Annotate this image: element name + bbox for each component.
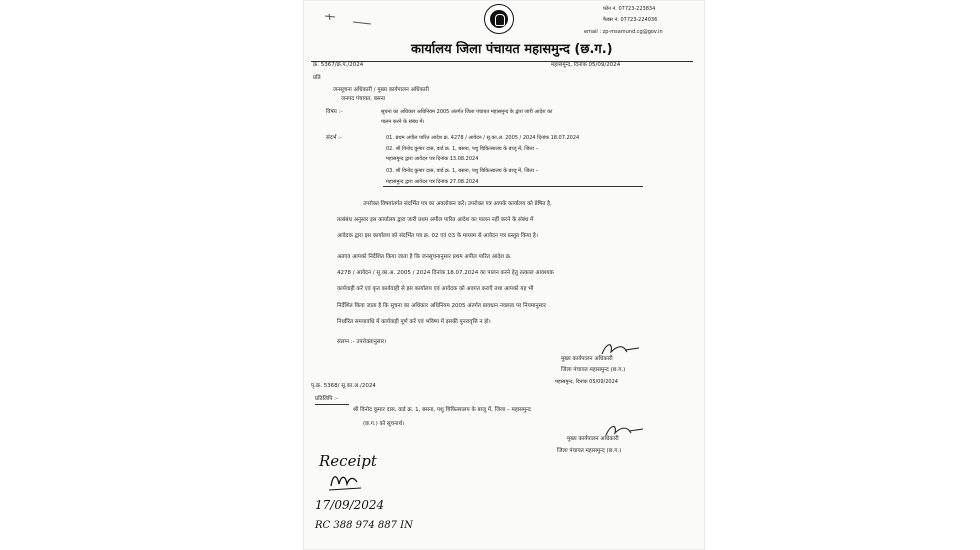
body-line-5: 4278 / आवेदन / सू.का.अ. 2005 / 2024 दिनांक 18.07.2024 का पालन करने हेतु तत्काल आवश्यक [337,270,554,276]
signature-2-designation: मुख्य कार्यपालन अधिकारी [567,436,619,442]
header-fax: फैक्स नं. 07723-224036 [603,17,658,23]
copy-line-1: श्री विनोद कुमार दास, वार्ड क्र. 1, बसना, पशु चिकित्सालय के बाजू में, जिला – महासमुन्द [353,407,531,413]
reference-4: 03. श्री विनोद कुमार दास, वार्ड क्र. 1, बसना, पशु चिकित्सालय के बाजू में, जिला – [386,168,539,174]
recipient-line-1: जनसूचना अधिकारी / मुख्य कार्यपालन अधिकारी [333,87,429,93]
header-email: email : zp-msamund.cg@gov.in [584,29,663,35]
enclosure-line: संलग्न :- उपरोक्तानुसार। [337,339,387,345]
pratilipi-label: प्रतिलिपि :- [315,396,338,402]
reference-5: महासमुन्द द्वारा आवेदन पत्र दिनांक 27.08.2024 [386,179,479,185]
pratilipi-underline [315,404,349,405]
signature-2-office: जिला पंचायत महासमुन्द (छ.ग.) [557,448,622,454]
handwritten-receipt: Receipt [319,452,377,470]
body-line-3: आवेदक द्वारा इस कार्यालय को संदर्भित पत्र क्र. 02 एवं 03 के माध्यम से आवेदन पत्र प्रस्तुत किया है। [337,233,538,239]
signature-1-date: महासमुन्द, दिनांक 05/09/2024 [555,379,618,385]
letter-ref-no: क्र. 5367/क्र.प./2024 [313,62,364,68]
body-line-4: अतएव आपको निर्देशित किया जाता है कि जनसूचनानुसार प्रथम अपील पारित आदेश क्र. [337,254,512,260]
reference-1: 01. प्रथम अपील पारित आदेश क्र. 4278 / आवेदन / सू.का.अ. 2005 / 2024 दिनांक 18.07.2024 [386,135,580,141]
body-line-2: तत्संबंध अनुसार इस कार्यालय द्वारा जारी प्रथम अपील पारित आदेश का पालन नहीं करने के संबंध में [337,217,534,223]
recipient-line-2: जनपद पंचायत, बसना [341,96,386,102]
reference-label: संदर्भ :- [326,135,343,141]
body-line-6: कार्यवाही करें एवं कृत कार्यवाही से इस कार्यालय एवं आवेदक को अवगत कराएँ तथा आपको यह भी [337,286,534,292]
copy-line-2: (छ.ग.) को सूचनार्थ। [363,421,405,427]
copy-ref-no: पृ.क्र. 5368/ सू.का.अ./2024 [311,383,376,389]
reference-3: महासमुन्द द्वारा आवेदन पत्र दिनांक 13.08.2024 [386,156,479,162]
handwritten-date: 17/09/2024 [315,498,385,512]
body-line-1: उपरोक्त विषयांतर्गत संदर्भित पत्र का अवलोकन करें। उपरोक्त पत्र आपके कार्यालय को प्रेषित है, [363,201,552,207]
header-phone: फोन नं. 07723-223834 [603,6,656,12]
subject-line-1: सूचना का अधिकार अधिनियम 2005 अंतर्गत जिला पंचायत महासमुन्द के द्वारा जारी आदेश का [381,109,553,115]
office-title: कार्यालय जिला पंचायत महासमुन्द (छ.ग.) [411,42,613,57]
body-line-8: निर्धारित समयावधि में कार्यवाही पूर्ण करें एवं भविष्य में इसकी पुनरावृत्ति न हो। [337,319,491,325]
handwritten-tracking-number: RC 388 974 887 IN [315,520,413,531]
letter-date: महासमुन्द, दिनांक 05/09/2024 [551,62,621,68]
subject-label: विषय :- [326,109,343,115]
top-scribble [323,10,383,28]
body-line-7: निर्देशित किया जाता है कि सूचना का अधिकार अधिनियम 2005 अंतर्गत प्रावधान नवलता पर नियमानुसार [337,303,546,309]
letter-page [303,0,705,550]
prati-label: प्रति [313,75,321,81]
signature-1-office: जिला पंचायत महासमुन्द (छ.ग.) [561,367,626,373]
reference-2: 02. श्री विनोद कुमार दास, वार्ड क्र. 1, बसना, पशु चिकित्सालय के बाजू में, जिला – [386,146,539,152]
government-emblem-logo [484,4,514,34]
subject-line-2: पालन करने के संबंध में। [381,119,425,125]
reference-underline [383,186,643,187]
signature-1-designation: मुख्य कार्यपालन अधिकारी [561,356,613,362]
header-rule [311,61,693,62]
handwritten-initials [327,470,367,492]
